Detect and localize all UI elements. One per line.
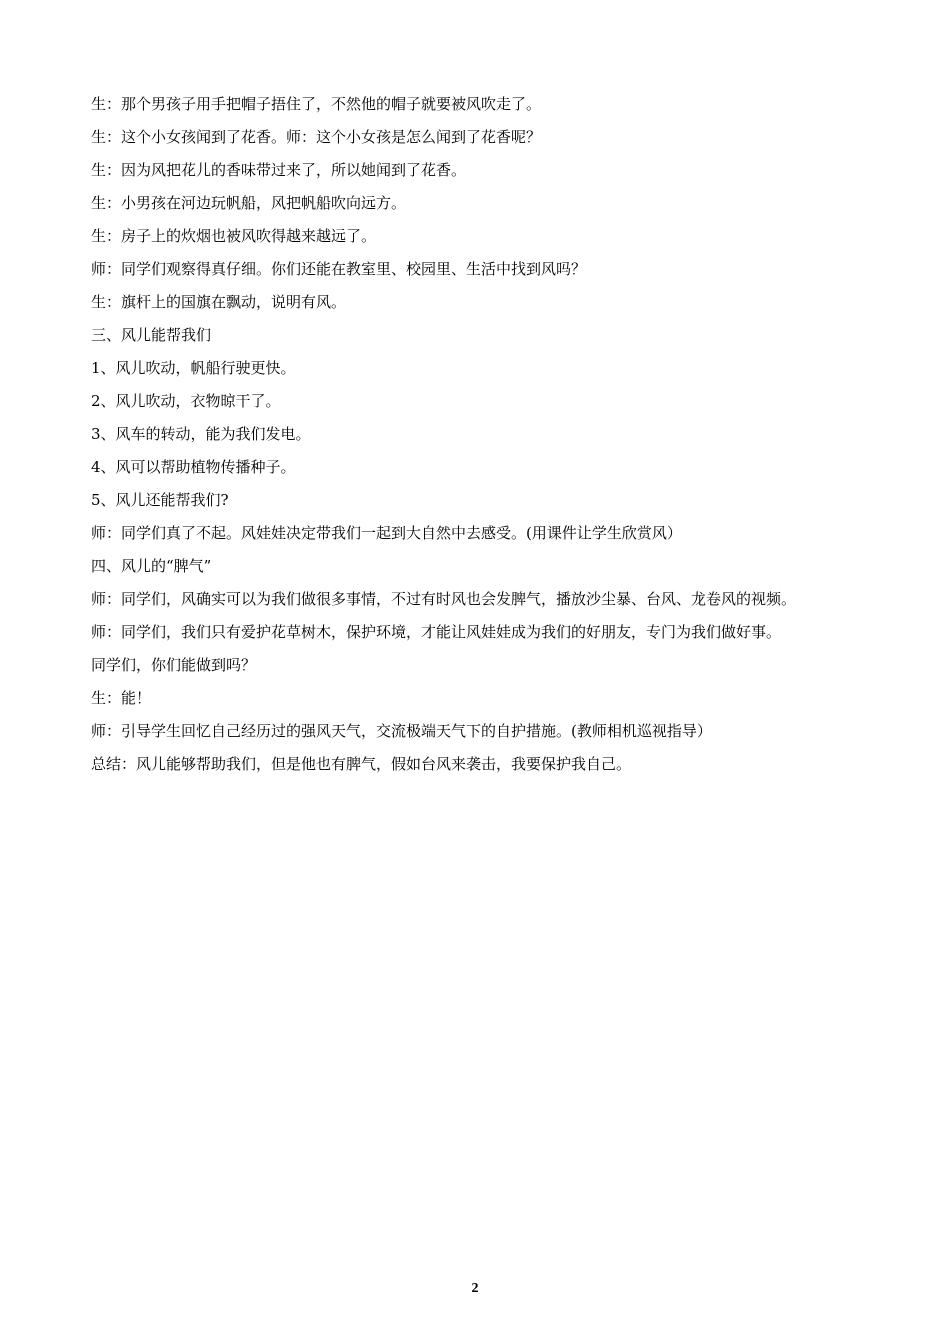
list-item: 2、风儿吹动，衣物晾干了。 [91,392,281,410]
text-line: 生：小男孩在河边玩帆船，风把帆船吹向远方。 [91,194,407,212]
text-line: 师：同学们，我们只有爱护花草树木，保护环境，才能让风娃娃成为我们的好朋友，专门为我们做好事。 [91,623,782,641]
text-line: 生：这个小女孩闻到了花香。师：这个小女孩是怎么闻到了花香呢？ [91,128,542,146]
text-line: 生：能！ [91,689,152,707]
text-line: 师：引导学生回忆自己经历过的强风天气，交流极端天气下的自护措施。(教师相机巡视指导） [91,722,712,740]
summary-line: 总结：风儿能够帮助我们，但是他也有脾气，假如台风来袭击，我要保护我自己。 [91,755,632,773]
text-line: 生：旗杆上的国旗在飘动，说明有风。 [91,293,347,311]
list-item: 3、风车的转动，能为我们发电。 [91,425,311,443]
list-item: 4、风可以帮助植物传播种子。 [91,458,296,476]
text-line: 生：因为风把花儿的香味带过来了，所以她闻到了花香。 [91,161,467,179]
text-line: 生：那个男孩子用手把帽子捂住了，不然他的帽子就要被风吹走了。 [91,95,542,113]
text-line: 同学们，你们能做到吗？ [91,656,257,674]
section-heading: 四、风儿的“脾气” [91,557,212,575]
text-line: 师：同学们观察得真仔细。你们还能在教室里、校园里、生活中找到风吗？ [91,260,587,278]
text-line: 生：房子上的炊烟也被风吹得越来越远了。 [91,227,377,245]
text-line: 师：同学们，风确实可以为我们做很多事情，不过有时风也会发脾气，播放沙尘暴、台风、龙卷风的视频。 [91,590,797,608]
document-body [91,88,891,781]
text-line: 师：同学们真了不起。风娃娃决定带我们一起到大自然中去感受。(用课件让学生欣赏风） [91,524,682,542]
page-number: 2 [471,1281,479,1296]
list-item: 5、风儿还能帮我们? [91,491,229,509]
list-item: 1、风儿吹动，帆船行驶更快。 [91,359,296,377]
section-heading: 三、风儿能帮我们 [91,326,212,344]
